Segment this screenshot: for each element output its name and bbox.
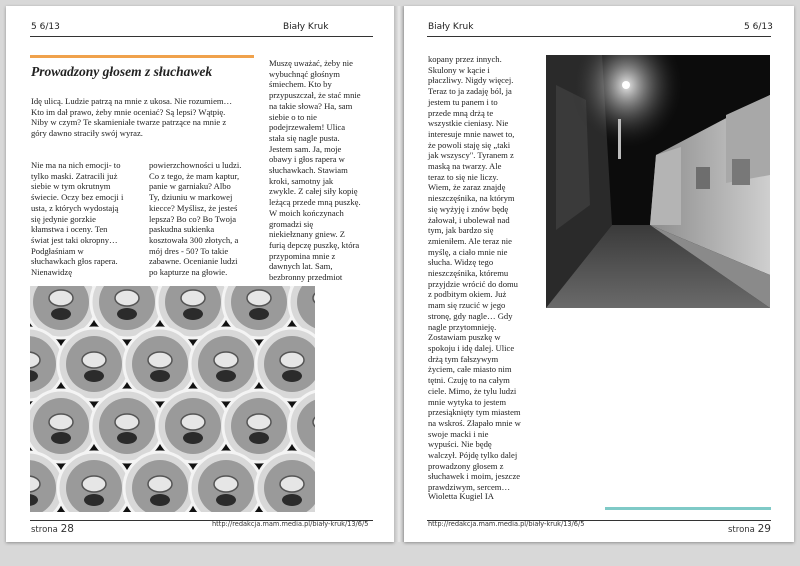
right-footer-url: http://redakcja.mam.media.pl/biały-kruk/13/6/5	[428, 520, 585, 528]
right-header-rule	[427, 36, 771, 37]
article-column-4: kopany przez innych. Skulony w kącie i płaczliwy. Nigdy więcej. Teraz to ja zadaję ból, ja jestem tu panem i to przede mną drżą te wszystkie cieniasy. Nie interesuje mnie nawet to, że powoli staję się „taki jak wszyscy". Tyranem z maską na twarzy. Ale teraz to się nie liczy. Wiem, że zaraz znajdę nieszczęśnika, na którym się wyżyję i znów będę żałował, i ubolewał nad tym, jak bardzo się zmieniłem. Ale teraz nie myślę, a ciało mnie nie słucha. Widzę tego nieszczęśnika, któremu przyjdzie wrócić do domu z podbitym okiem. Już mam się rzucić w jego stronę, gdy nagle… Gdy nagle przytomnieję. Zostawiam puszkę w spokoju i idę dalej. Ulice drżą tym fałszywym życiem, całe miasto nim tętni. Czuję to na całym ciele. Mimo, że tylu ludzi mnie wytyka to jestem przesiąknięty tym miastem na wskroś. Złapało mnie w swoje macki i nie wypuści. Nie będę walczył. Pójdę tylko dalej prowadzony głosem z słuchawek i moim, jeszcze prawdziwym, sercem…	[428, 54, 521, 493]
cans-photo	[30, 286, 315, 512]
book-spine	[394, 6, 404, 542]
left-header-magazine: Biały Kruk	[283, 22, 329, 32]
article-column-3: Muszę uważać, żeby nie wybuchnąć głośnym śmiechem. Kto by przypuszczał, że stać mnie na takie słowa? Ha, sam siebie o to nie podejrzewałem! Ulica stała się nagle pusta. Jestem sam. Ja, moje obawy i głos rapera w słuchawkach. Stawiam kroki, samotny jak zwykle. Z całej siły kopię leżącą przede mną puszkę. W moich kończynach gromadzi się niekiełznany gniew. Z furią depczę puszkę, która przypomina mnie z dawnych lat. Sam, bezbronny przedmiot	[269, 58, 361, 283]
left-footer-url: http://redakcja.mam.media.pl/biały-kruk/13/6/5	[212, 520, 369, 528]
article-intro: Idę ulicą. Ludzie patrzą na mnie z ukosa. Nie rozumiem… Kto im dał prawo, żeby mnie oceniać? Są lepsi? Wątpię. Niby w czym? Te skamieniałe twarze patrzące na mnie z góry dawno straciły swój wyraz.	[31, 96, 233, 139]
left-header-rule	[30, 36, 373, 37]
night-alley-photo	[546, 55, 770, 308]
article-author: Wioletta Kugiel IA	[428, 491, 494, 501]
right-header-issue: 5 6/13	[744, 22, 773, 32]
left-header-issue: 5 6/13	[31, 22, 60, 32]
article-column-2: powierzchowności u ludzi. Co z tego, że mam kaptur, panie w garniaku? Albo Ty, dziuniu w markowej kiecce? Myślisz, że jesteś lepsza? Bo co? Bo Twoja paskudna sukienka kosztowała 300 złotych, a mój dres - 50? To takie zabawne. Ocenianie ludzi po kapturze na głowie.	[149, 160, 242, 278]
right-header-magazine: Biały Kruk	[428, 22, 474, 32]
article-column-1: Nie ma na nich emocji- to tylko maski. Zatracili już siebie w tym okrutnym świecie. Oczy bez emocji i usta, z których wydostają się jedynie gorzkie kłamstwa i oceny. Ten świat jest taki okropny… Podgłaśniam w słuchawkach głos rapera. Nienawidzę	[31, 160, 124, 278]
article-title: Prowadzony głosem z słuchawek	[31, 64, 213, 79]
right-accent-bar	[605, 507, 771, 510]
right-page-number: strona 29	[728, 523, 771, 535]
left-page-number: strona 28	[31, 523, 74, 535]
title-accent-bar	[30, 55, 254, 58]
